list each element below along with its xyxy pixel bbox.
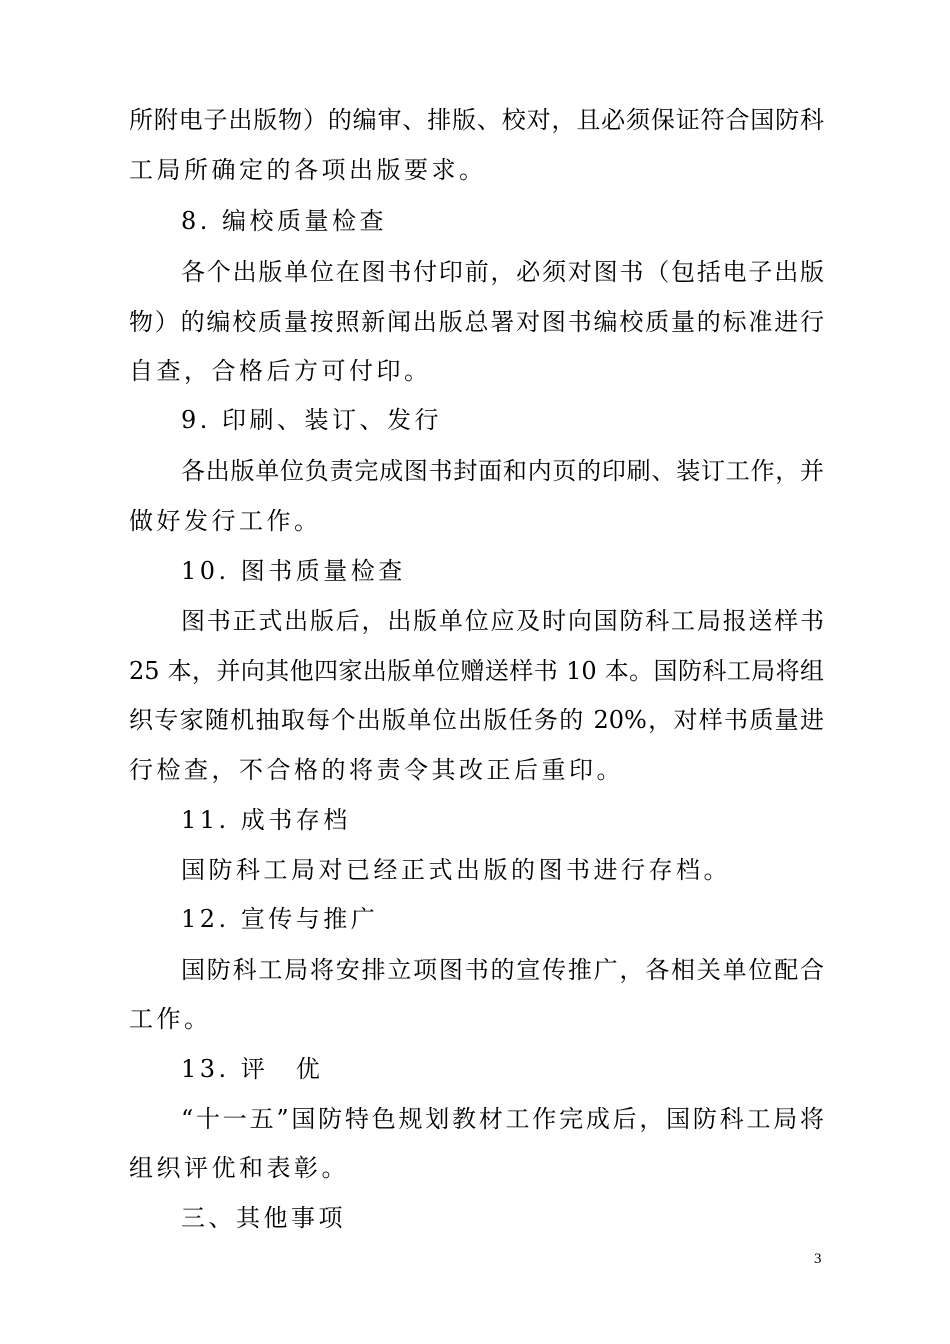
section-heading-other-matters: 三、其他事项 [181,1204,346,1232]
section-heading-8: 8. 编校质量检查 [181,207,388,235]
body-text-line: 25 本，并向其他四家出版单位赠送样书 10 本。国防科工局将组 [129,657,824,685]
body-text-line: 物）的编校质量按照新闻出版总署对图书编校质量的标准进行 [129,308,824,336]
body-text-line: 国防科工局将安排立项图书的宣传推广，各相关单位配合 [181,956,824,984]
section-heading-9: 9. 印刷、装订、发行 [181,406,443,434]
section-heading-10: 10. 图书质量检查 [181,557,406,585]
body-text-line: 所附电子出版物）的编审、排版、校对，且必须保证符合国防科 [129,106,824,134]
body-text-line: 各出版单位负责完成图书封面和内页的印刷、装订工作，并 [181,457,824,485]
body-text-line: 织专家随机抽取每个出版单位出版任务的 20%，对样书质量进 [129,706,824,734]
body-text-line: 自查，合格后方可付印。 [129,357,432,385]
body-text-line: 工作。 [129,1005,212,1033]
section-heading-12: 12. 宣传与推广 [181,905,379,933]
section-heading-13: 13. 评 优 [181,1055,324,1083]
body-text-line: 各个出版单位在图书付印前，必须对图书（包括电子出版 [181,258,824,286]
page-number: 3 [814,1251,822,1267]
body-text-line: 做好发行工作。 [129,507,322,535]
body-text-line: 组织评优和表彰。 [129,1154,349,1182]
body-text-line: “十一五”国防特色规划教材工作完成后，国防科工局将 [181,1105,824,1133]
body-text-line: 图书正式出版后，出版单位应及时向国防科工局报送样书 [181,607,824,635]
body-text-line: 国防科工局对已经正式出版的图书进行存档。 [181,856,731,884]
body-text-line: 工局所确定的各项出版要求。 [129,156,487,184]
body-text-line: 行检查，不合格的将责令其改正后重印。 [129,756,624,784]
section-heading-11: 11. 成书存档 [181,806,351,834]
